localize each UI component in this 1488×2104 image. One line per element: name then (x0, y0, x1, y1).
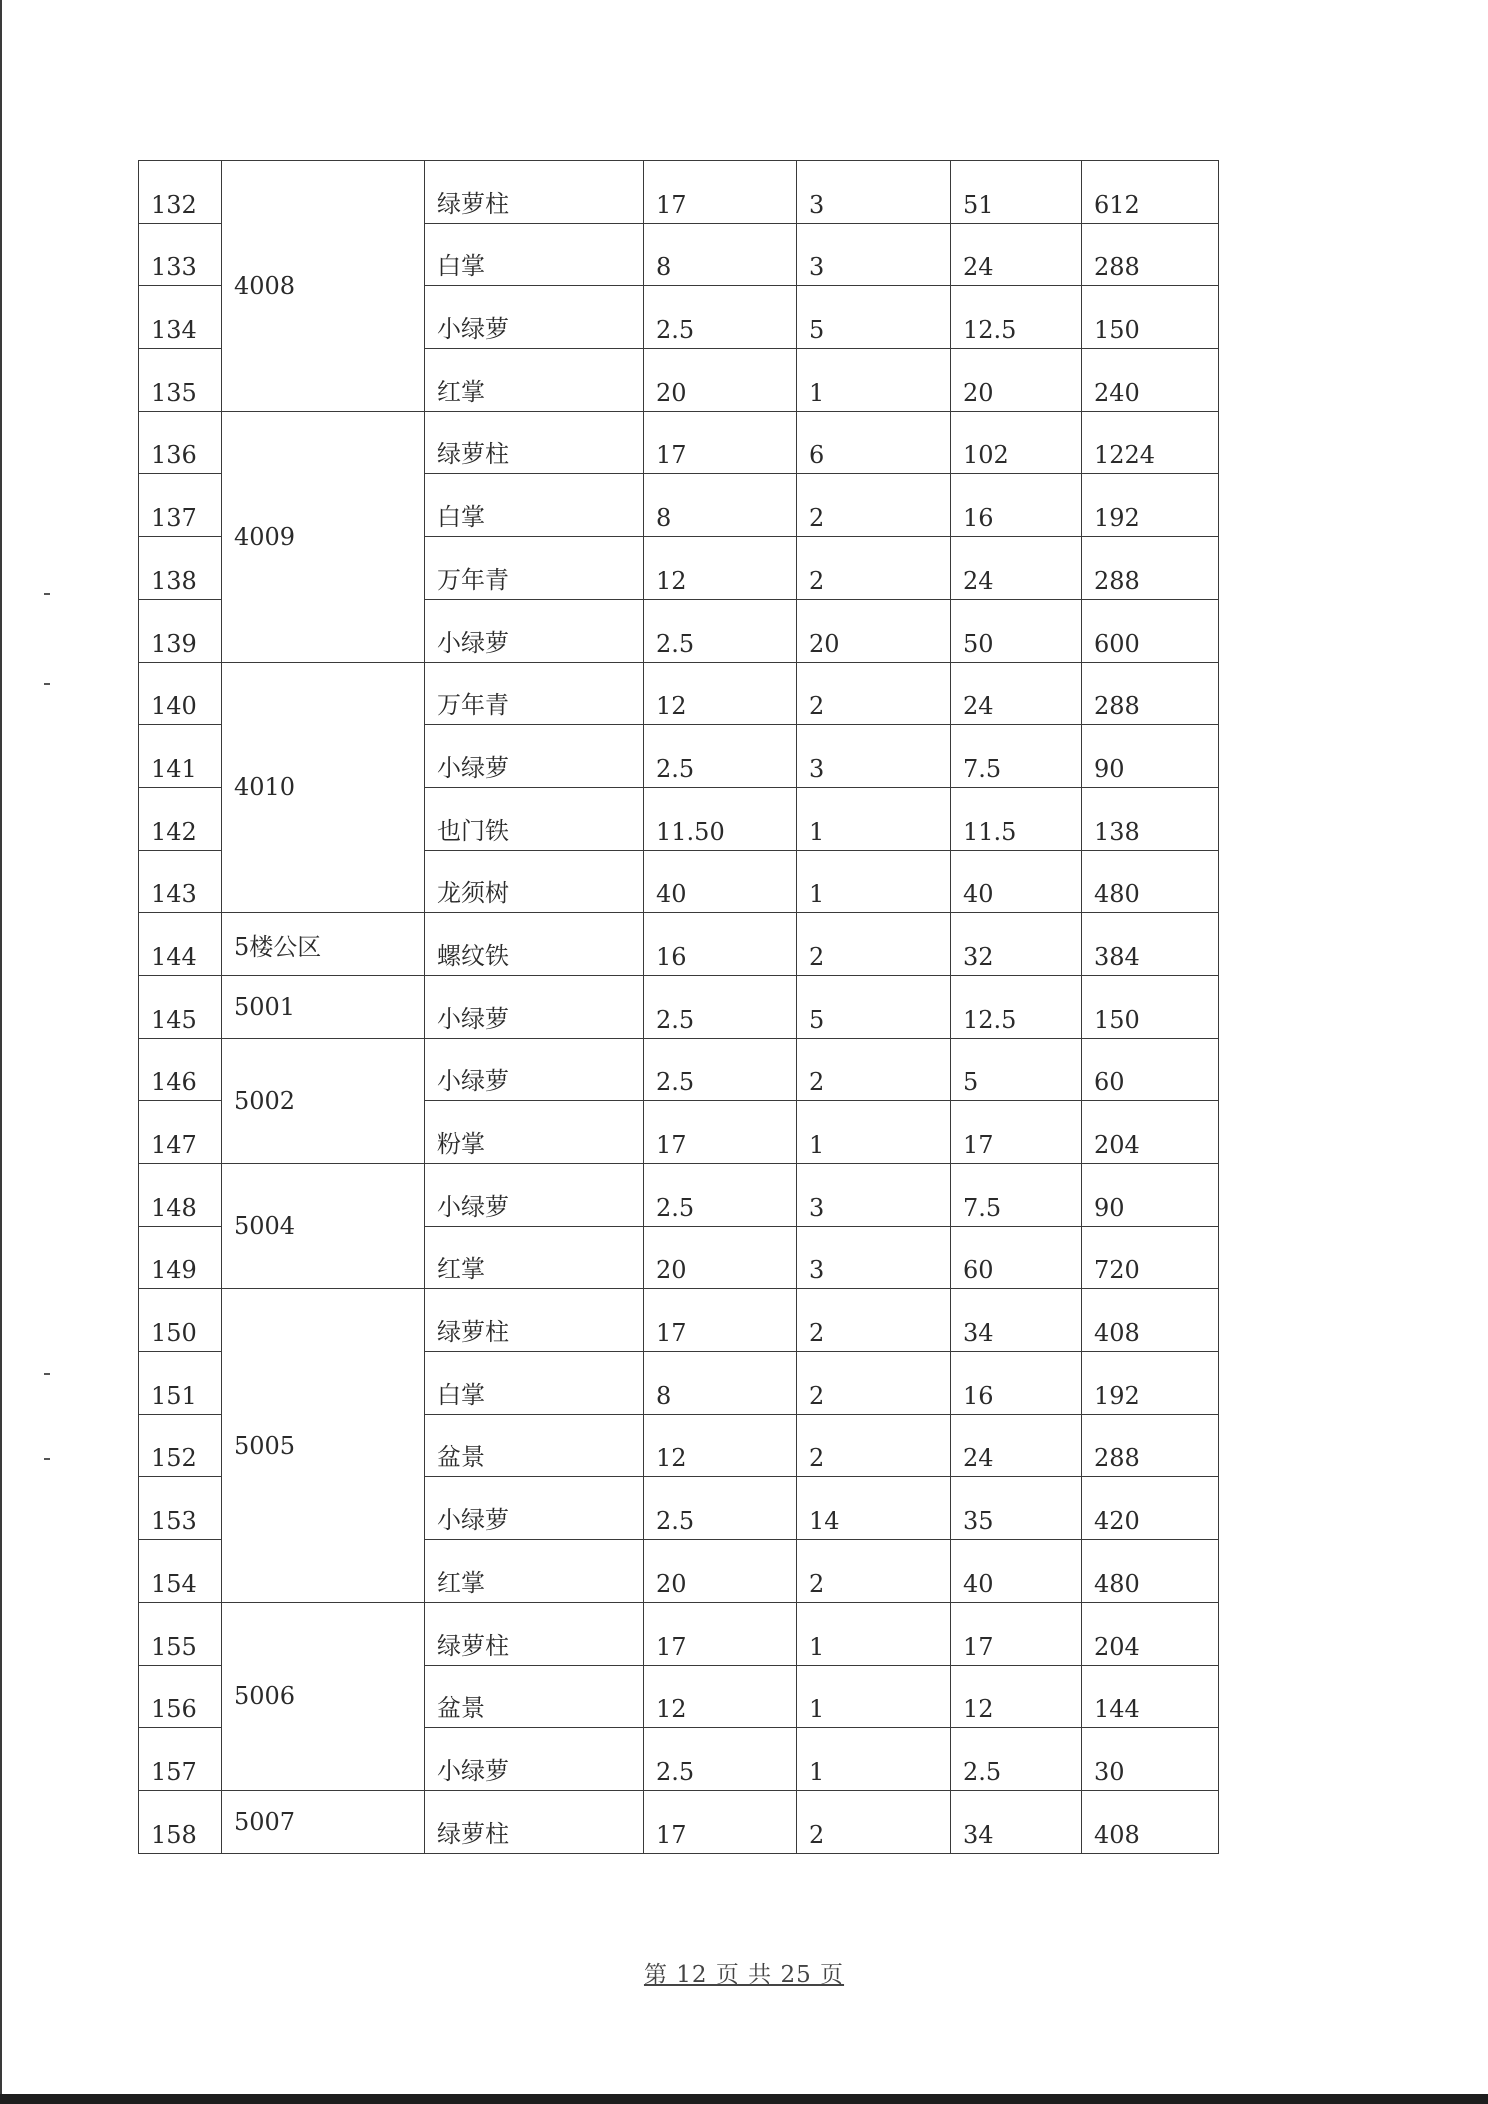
unit-price: 20 (644, 1540, 797, 1603)
table-row (139, 913, 1219, 976)
unit-price: 12 (644, 1414, 797, 1477)
monthly-amount: 17 (951, 1101, 1082, 1164)
quantity: 14 (797, 1477, 951, 1540)
room-number: 5001 (222, 975, 425, 1038)
row-number: 145 (139, 975, 222, 1038)
monthly-amount: 12.5 (951, 975, 1082, 1038)
row-number: 158 (139, 1790, 222, 1853)
plant-name: 龙须树 (425, 850, 644, 913)
plant-name: 红掌 (425, 1540, 644, 1603)
unit-price: 17 (644, 1101, 797, 1164)
monthly-amount: 5 (951, 1038, 1082, 1101)
quantity: 2 (797, 537, 951, 600)
row-number: 146 (139, 1038, 222, 1101)
monthly-amount: 34 (951, 1790, 1082, 1853)
row-number: 153 (139, 1477, 222, 1540)
monthly-amount: 7.5 (951, 725, 1082, 788)
plant-name: 盆景 (425, 1665, 644, 1728)
room-number: 5楼公区 (222, 913, 425, 976)
monthly-amount: 16 (951, 474, 1082, 537)
annual-amount: 138 (1082, 787, 1219, 850)
room-number: 4010 (222, 662, 425, 913)
plant-name: 红掌 (425, 1226, 644, 1289)
annual-amount: 240 (1082, 349, 1219, 412)
annual-amount: 288 (1082, 1414, 1219, 1477)
room-number: 5007 (222, 1790, 425, 1853)
quantity: 2 (797, 662, 951, 725)
monthly-amount: 12 (951, 1665, 1082, 1728)
row-number: 138 (139, 537, 222, 600)
room-number: 5005 (222, 1289, 425, 1602)
unit-price: 8 (644, 1352, 797, 1415)
row-number: 135 (139, 349, 222, 412)
quantity: 2 (797, 1540, 951, 1603)
table-row (139, 975, 1219, 1038)
annual-amount: 384 (1082, 913, 1219, 976)
plant-name: 小绿萝 (425, 1477, 644, 1540)
annual-amount: 288 (1082, 223, 1219, 286)
table-row (139, 1790, 1219, 1853)
annual-amount: 60 (1082, 1038, 1219, 1101)
quantity: 1 (797, 1665, 951, 1728)
monthly-amount: 24 (951, 662, 1082, 725)
quantity: 2 (797, 1790, 951, 1853)
annual-amount: 90 (1082, 725, 1219, 788)
monthly-amount: 102 (951, 411, 1082, 474)
scan-edge-bottom (0, 2094, 1488, 2104)
table-row (139, 1289, 1219, 1352)
table-row (139, 662, 1219, 725)
plant-name: 小绿萝 (425, 599, 644, 662)
room-number: 5004 (222, 1164, 425, 1289)
unit-price: 16 (644, 913, 797, 976)
plant-rental-table (138, 160, 1219, 1854)
row-number: 137 (139, 474, 222, 537)
row-number: 136 (139, 411, 222, 474)
plant-name: 也门铁 (425, 787, 644, 850)
monthly-amount: 34 (951, 1289, 1082, 1352)
plant-name: 白掌 (425, 223, 644, 286)
unit-price: 17 (644, 1602, 797, 1665)
plant-name: 绿萝柱 (425, 1289, 644, 1352)
quantity: 3 (797, 725, 951, 788)
unit-price: 8 (644, 223, 797, 286)
unit-price: 8 (644, 474, 797, 537)
plant-name: 盆景 (425, 1414, 644, 1477)
quantity: 20 (797, 599, 951, 662)
table-row (139, 1602, 1219, 1665)
annual-amount: 408 (1082, 1289, 1219, 1352)
row-number: 155 (139, 1602, 222, 1665)
row-number: 152 (139, 1414, 222, 1477)
annual-amount: 192 (1082, 1352, 1219, 1415)
row-number: 141 (139, 725, 222, 788)
monthly-amount: 24 (951, 1414, 1082, 1477)
annual-amount: 408 (1082, 1790, 1219, 1853)
row-number: 157 (139, 1728, 222, 1791)
monthly-amount: 60 (951, 1226, 1082, 1289)
scan-edge-left (0, 0, 2, 2104)
unit-price: 2.5 (644, 1038, 797, 1101)
plant-name: 绿萝柱 (425, 1602, 644, 1665)
annual-amount: 288 (1082, 662, 1219, 725)
annual-amount: 720 (1082, 1226, 1219, 1289)
monthly-amount: 17 (951, 1602, 1082, 1665)
quantity: 2 (797, 913, 951, 976)
monthly-amount: 40 (951, 850, 1082, 913)
row-number: 156 (139, 1665, 222, 1728)
quantity: 3 (797, 161, 951, 224)
annual-amount: 150 (1082, 286, 1219, 349)
unit-price: 12 (644, 1665, 797, 1728)
plant-name: 小绿萝 (425, 725, 644, 788)
unit-price: 17 (644, 1790, 797, 1853)
unit-price: 20 (644, 349, 797, 412)
table-row (139, 411, 1219, 474)
monthly-amount: 51 (951, 161, 1082, 224)
room-number: 5002 (222, 1038, 425, 1163)
plant-name: 绿萝柱 (425, 1790, 644, 1853)
unit-price: 17 (644, 161, 797, 224)
quantity: 2 (797, 1289, 951, 1352)
plant-name: 万年青 (425, 662, 644, 725)
quantity: 5 (797, 975, 951, 1038)
plant-name: 万年青 (425, 537, 644, 600)
plant-name: 白掌 (425, 474, 644, 537)
plant-name: 绿萝柱 (425, 161, 644, 224)
row-number: 134 (139, 286, 222, 349)
quantity: 2 (797, 1414, 951, 1477)
page-footer: 第 12 页 共 25 页 (643, 1962, 845, 1988)
unit-price: 2.5 (644, 1164, 797, 1227)
plant-name: 小绿萝 (425, 1038, 644, 1101)
unit-price: 2.5 (644, 599, 797, 662)
quantity: 3 (797, 223, 951, 286)
row-number: 140 (139, 662, 222, 725)
row-number: 132 (139, 161, 222, 224)
monthly-amount: 35 (951, 1477, 1082, 1540)
quantity: 1 (797, 1728, 951, 1791)
quantity: 1 (797, 787, 951, 850)
unit-price: 12 (644, 662, 797, 725)
unit-price: 11.50 (644, 787, 797, 850)
quantity: 1 (797, 1602, 951, 1665)
scan-mark (44, 1458, 50, 1460)
plant-name: 绿萝柱 (425, 411, 644, 474)
monthly-amount: 24 (951, 537, 1082, 600)
scan-mark (44, 1373, 50, 1375)
row-number: 144 (139, 913, 222, 976)
plant-name: 红掌 (425, 349, 644, 412)
row-number: 151 (139, 1352, 222, 1415)
row-number: 148 (139, 1164, 222, 1227)
unit-price: 40 (644, 850, 797, 913)
annual-amount: 480 (1082, 850, 1219, 913)
monthly-amount: 40 (951, 1540, 1082, 1603)
unit-price: 2.5 (644, 1477, 797, 1540)
plant-name: 小绿萝 (425, 1728, 644, 1791)
row-number: 143 (139, 850, 222, 913)
unit-price: 17 (644, 1289, 797, 1352)
quantity: 2 (797, 1352, 951, 1415)
monthly-amount: 11.5 (951, 787, 1082, 850)
annual-amount: 612 (1082, 161, 1219, 224)
monthly-amount: 24 (951, 223, 1082, 286)
annual-amount: 30 (1082, 1728, 1219, 1791)
annual-amount: 288 (1082, 537, 1219, 600)
annual-amount: 420 (1082, 1477, 1219, 1540)
annual-amount: 600 (1082, 599, 1219, 662)
plant-name: 粉掌 (425, 1101, 644, 1164)
unit-price: 20 (644, 1226, 797, 1289)
quantity: 1 (797, 850, 951, 913)
monthly-amount: 32 (951, 913, 1082, 976)
row-number: 139 (139, 599, 222, 662)
unit-price: 2.5 (644, 725, 797, 788)
monthly-amount: 12.5 (951, 286, 1082, 349)
annual-amount: 480 (1082, 1540, 1219, 1603)
monthly-amount: 50 (951, 599, 1082, 662)
plant-name: 螺纹铁 (425, 913, 644, 976)
quantity: 5 (797, 286, 951, 349)
monthly-amount: 20 (951, 349, 1082, 412)
annual-amount: 192 (1082, 474, 1219, 537)
table-row (139, 161, 1219, 224)
quantity: 3 (797, 1226, 951, 1289)
plant-name: 白掌 (425, 1352, 644, 1415)
row-number: 150 (139, 1289, 222, 1352)
plant-name: 小绿萝 (425, 286, 644, 349)
unit-price: 2.5 (644, 1728, 797, 1791)
row-number: 154 (139, 1540, 222, 1603)
table-row (139, 1164, 1219, 1227)
quantity: 1 (797, 349, 951, 412)
row-number: 147 (139, 1101, 222, 1164)
unit-price: 2.5 (644, 975, 797, 1038)
annual-amount: 204 (1082, 1101, 1219, 1164)
quantity: 2 (797, 1038, 951, 1101)
room-number: 4008 (222, 161, 425, 412)
unit-price: 12 (644, 537, 797, 600)
unit-price: 17 (644, 411, 797, 474)
table-body (139, 161, 1219, 1854)
annual-amount: 90 (1082, 1164, 1219, 1227)
scan-mark (44, 593, 50, 595)
table-row (139, 1038, 1219, 1101)
quantity: 1 (797, 1101, 951, 1164)
quantity: 3 (797, 1164, 951, 1227)
monthly-amount: 7.5 (951, 1164, 1082, 1227)
plant-name: 小绿萝 (425, 975, 644, 1038)
room-number: 5006 (222, 1602, 425, 1790)
monthly-amount: 2.5 (951, 1728, 1082, 1791)
unit-price: 2.5 (644, 286, 797, 349)
annual-amount: 144 (1082, 1665, 1219, 1728)
room-number: 4009 (222, 411, 425, 662)
row-number: 142 (139, 787, 222, 850)
quantity: 2 (797, 474, 951, 537)
annual-amount: 204 (1082, 1602, 1219, 1665)
annual-amount: 150 (1082, 975, 1219, 1038)
quantity: 6 (797, 411, 951, 474)
row-number: 149 (139, 1226, 222, 1289)
plant-name: 小绿萝 (425, 1164, 644, 1227)
row-number: 133 (139, 223, 222, 286)
annual-amount: 1224 (1082, 411, 1219, 474)
monthly-amount: 16 (951, 1352, 1082, 1415)
scan-mark (44, 683, 50, 685)
